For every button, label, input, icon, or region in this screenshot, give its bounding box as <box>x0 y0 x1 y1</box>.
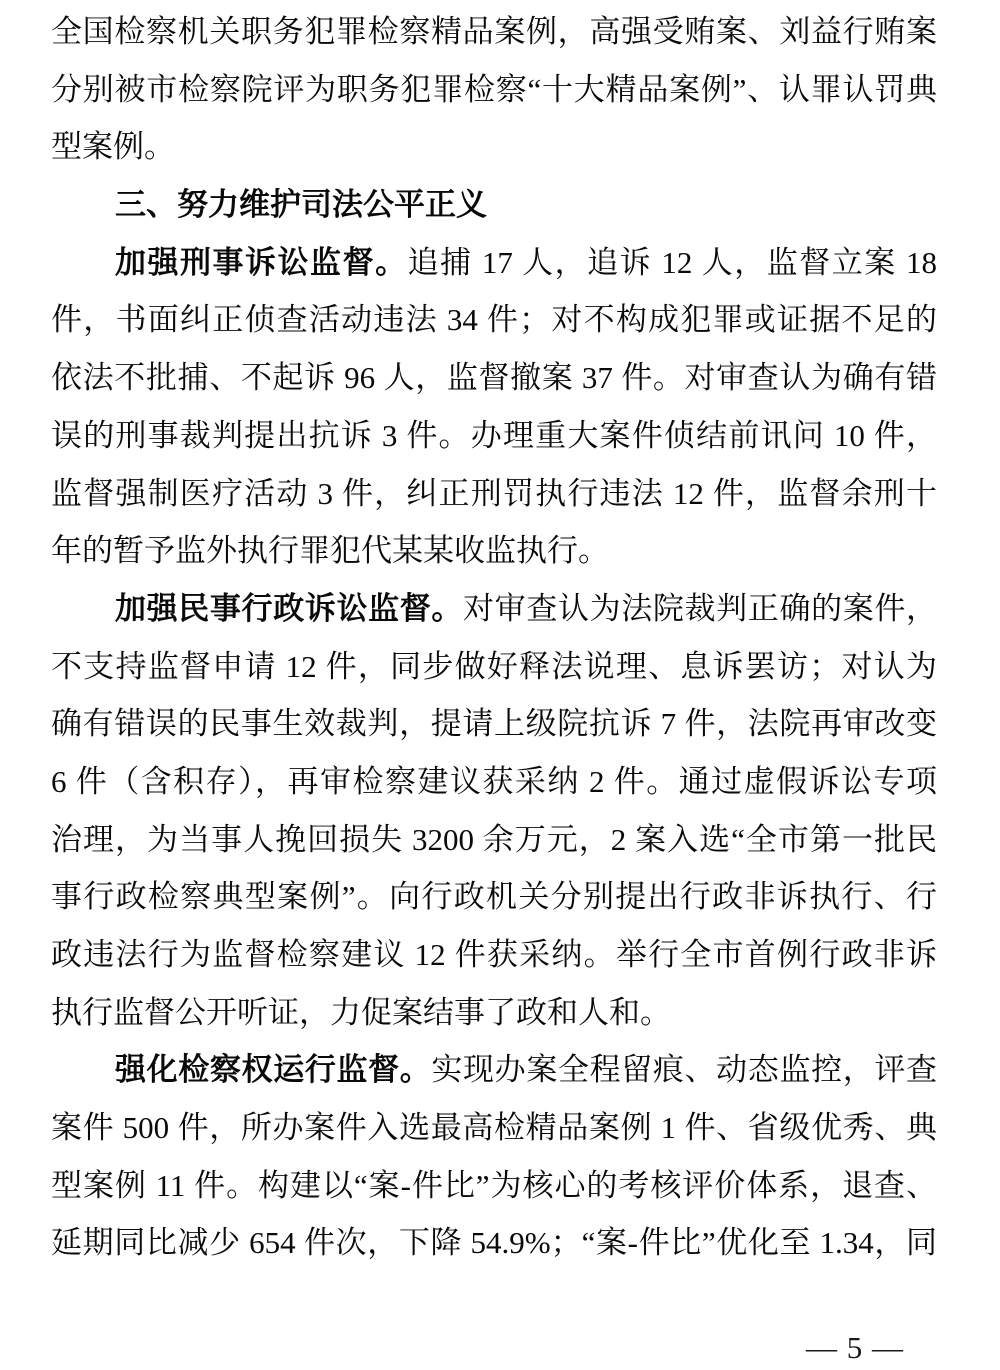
text-line <box>51 753 937 811</box>
bold-lead-in-segment: 加强刑事诉讼监督。 <box>115 244 408 280</box>
text-segment: 误的刑事裁判提出抗诉 3 件。办理重大案件侦结前讯问 10 件， <box>51 417 937 453</box>
text-line <box>51 1041 937 1099</box>
text-line <box>51 580 937 638</box>
text-line <box>51 61 937 119</box>
text-segment: 实现办案全程留痕、动态监控，评查 <box>431 1052 938 1088</box>
text-segment: 案件 500 件，所办案件入选最高检精品案例 1 件、省级优秀、典 <box>51 1110 937 1146</box>
text-segment: 分别被市检察院评为职务犯罪检察“十大精品案例”、认罪认罚典 <box>51 71 937 107</box>
text-segment: 追捕 17 人，追诉 12 人，监督立案 18 <box>407 244 938 280</box>
text-segment: 政违法行为监督检察建议 12 件获采纳。举行全市首例行政非诉 <box>51 937 937 972</box>
text-line <box>51 926 937 984</box>
section-heading <box>51 176 937 234</box>
text-segment: 确有错误的民事生效裁判，提请上级院抗诉 7 件，法院再审改变 <box>51 706 937 742</box>
text-segment: 依法不批捕、不起诉 96 人，监督撤案 37 件。对审查认为确有错 <box>51 360 937 396</box>
bold-lead-in-segment: 三、努力维护司法公平正义 <box>115 187 487 223</box>
text-line <box>51 118 937 176</box>
text-line <box>51 984 937 1042</box>
text-segment: 年的暂予监外执行罪犯代某某收监执行。 <box>51 533 609 569</box>
text-line <box>51 1099 937 1157</box>
text-segment: 执行监督公开听证，力促案结事了政和人和。 <box>51 994 671 1030</box>
text-segment: 件，书面纠正侦查活动违法 34 件；对不构成犯罪或证据不足的 <box>51 302 937 338</box>
text-segment: 对审查认为法院裁判正确的案件， <box>463 590 938 626</box>
text-segment: 治理，为当事人挽回损失 3200 余万元，2 案入选“全市第一批民 <box>51 821 937 857</box>
text-line <box>51 349 937 407</box>
bold-lead-in-segment: 加强民事行政诉讼监督。 <box>115 590 464 626</box>
text-line <box>51 811 937 869</box>
text-line <box>51 465 937 523</box>
text-segment: 型案例。 <box>51 129 175 165</box>
text-line <box>51 522 937 580</box>
text-line <box>51 638 937 696</box>
report-text-block <box>51 3 937 1272</box>
page-number: — 5 — <box>806 1330 904 1365</box>
text-segment: 延期同比减少 654 件次，下降 54.9%；“案-件比”优化至 1.34，同 <box>51 1225 937 1261</box>
text-segment: 全国检察机关职务犯罪检察精品案例，高强受贿案、刘益行贿案 <box>51 14 937 49</box>
text-line <box>51 234 937 292</box>
text-segment: 不支持监督申请 12 件，同步做好释法说理、息诉罢访；对认为 <box>51 648 937 684</box>
text-line <box>51 1214 937 1272</box>
text-line <box>51 695 937 753</box>
text-line <box>51 291 937 349</box>
text-segment: 事行政检察典型案例”。向行政机关分别提出行政非诉执行、行 <box>51 879 937 915</box>
bold-lead-in-segment: 强化检察权运行监督。 <box>115 1052 432 1088</box>
text-line <box>51 407 937 465</box>
text-line <box>51 3 937 61</box>
text-line <box>51 868 937 926</box>
text-segment: 6 件（含积存），再审检察建议获采纳 2 件。通过虚假诉讼专项 <box>51 763 937 799</box>
text-segment: 监督强制医疗活动 3 件，纠正刑罚执行违法 12 件，监督余刑十 <box>51 475 937 511</box>
text-segment: 型案例 11 件。构建以“案-件比”为核心的考核评价体系，退查、 <box>51 1167 937 1203</box>
text-line <box>51 1157 937 1215</box>
